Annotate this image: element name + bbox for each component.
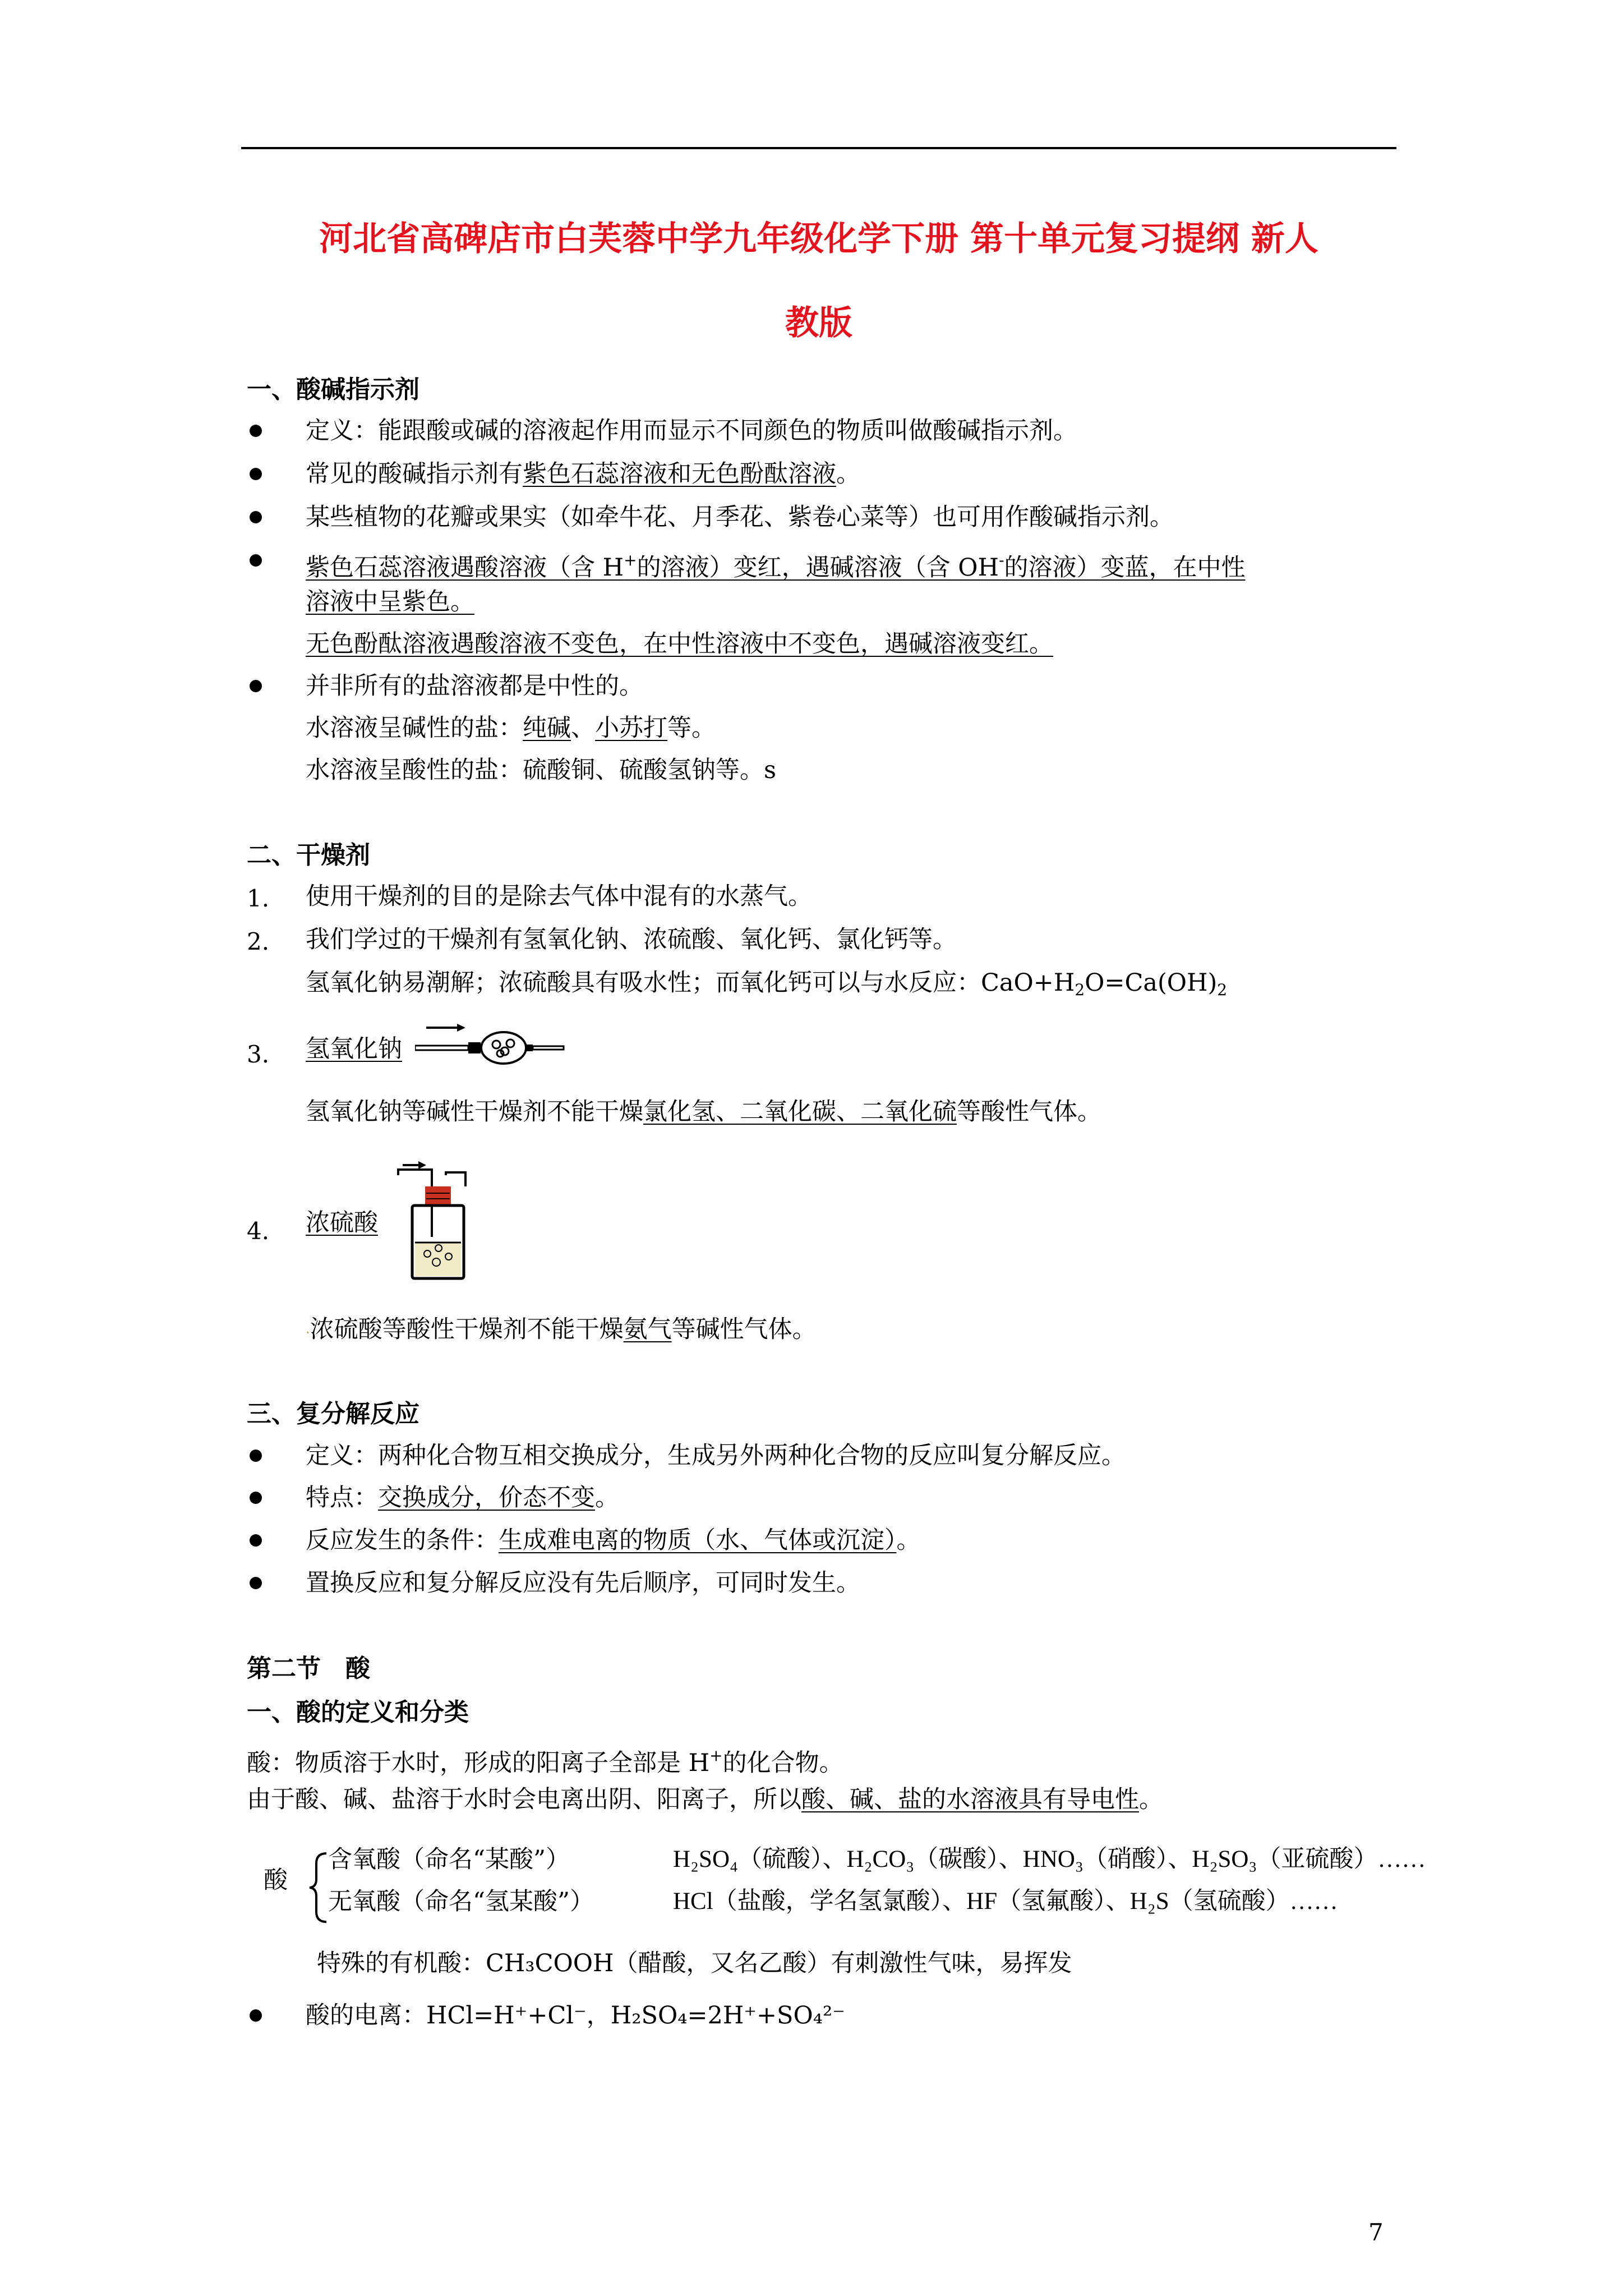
section-heading-desiccants: 二、干燥剂 — [247, 841, 370, 869]
salt-not-neutral: 并非所有的盐溶液都是中性的。 — [306, 672, 643, 700]
bullet-icon — [250, 554, 262, 567]
bullet-icon — [250, 1492, 262, 1504]
reaction-condition: 反应发生的条件：生成难电离的物质（水、气体或沉淀）。 — [306, 1526, 921, 1554]
common-indicators: 常见的酸碱指示剂有紫色石蕊溶液和无色酚酞溶液。 — [306, 460, 860, 488]
section-title-acids: 第二节 酸 — [247, 1654, 370, 1683]
bullet-icon — [250, 468, 262, 480]
section-heading-indicators: 一、酸碱指示剂 — [247, 375, 419, 404]
bullet-icon — [250, 1577, 262, 1589]
non-oxyacid-label: 无氧酸（命名“氢某酸”） — [328, 1888, 594, 1916]
non-oxyacid-list: HCl（盐酸，学名氢氯酸）、HF（氢氟酸）、H₂S（氢硫酸）…… — [673, 1888, 1338, 1915]
acidic-salts: 水溶液呈酸性的盐：硫酸铜、硫酸氢钠等。s — [306, 756, 777, 784]
oxyacid-label: 含氧酸（命名“某酸”） — [328, 1846, 570, 1874]
section-heading-double-displacement: 三、复分解反应 — [247, 1400, 419, 1428]
desiccant-list: 我们学过的干燥剂有氢氧化钠、浓硫酸、氧化钙、氯化钙等。 — [306, 926, 957, 954]
brace-icon — [307, 1851, 330, 1924]
double-displacement-definition: 定义：两种化合物互相交换成分，生成另外两种化合物的反应叫复分解反应。 — [306, 1442, 1126, 1470]
bullet-icon — [250, 1534, 262, 1547]
bullet-icon — [250, 680, 262, 692]
bullet-icon — [250, 1450, 262, 1462]
drying-tube-icon — [415, 1022, 566, 1068]
reaction-order-note: 置换反应和复分解反应没有先后顺序，可同时发生。 — [306, 1569, 860, 1597]
oxyacid-list: H₂SO₄（硫酸）、H₂CO₃（碳酸）、HNO₃（硝酸）、H₂SO₃（亚硫酸）…… — [673, 1846, 1426, 1872]
basic-salts: 水溶液呈碱性的盐：纯碱、小苏打等。 — [306, 714, 716, 742]
title-line-1: 河北省高碑店市白芙蓉中学九年级化学下册 第十单元复习提纲 新人 — [319, 219, 1318, 259]
page-number: 7 — [1368, 2219, 1384, 2246]
gas-washing-bottle-icon — [393, 1153, 477, 1287]
list-number: 4. — [247, 1217, 270, 1245]
h2so4-limitation: ·浓硫酸等酸性干燥剂不能干燥氨气等碱性气体。 — [306, 1315, 817, 1343]
section-heading-acid-definition: 一、酸的定义和分类 — [247, 1698, 469, 1727]
acid-label: 酸 — [264, 1866, 288, 1894]
indicator-definition: 定义：能跟酸或碱的溶液起作用而显示不同颜色的物质叫做酸碱指示剂。 — [306, 417, 1077, 445]
phenolphthalein-color: 无色酚酞溶液遇酸溶液不变色，在中性溶液中不变色，遇碱溶液变红。 — [306, 630, 1053, 658]
bullet-icon — [250, 425, 262, 437]
bullet-icon — [250, 511, 262, 523]
title-line-2: 教版 — [785, 303, 852, 343]
desiccant-properties: 氢氧化钠易潮解；浓硫酸具有吸水性；而氧化钙可以与水反应：$CaO+H_2O=Ca(OH)_2$ — [306, 969, 1228, 999]
organic-acid-note: 特殊的有机酸：CH₃COOH（醋酸，又名乙酸）有刺激性气味，易挥发 — [317, 1949, 1072, 1977]
list-number: 1. — [247, 885, 270, 912]
list-number: 3. — [247, 1041, 270, 1068]
desiccant-purpose: 使用干燥剂的目的是除去气体中混有的水蒸气。 — [306, 882, 812, 910]
dot-mark: · — [306, 1325, 310, 1341]
list-number: 2. — [247, 928, 270, 955]
naoh-limitation: 氢氧化钠等碱性干燥剂不能干燥氯化氢、二氧化碳、二氧化硫等酸性气体。 — [306, 1098, 1101, 1126]
naoh-label: 氢氧化钠 — [306, 1035, 402, 1063]
acid-definition: 酸：物质溶于水时，形成的阳离子全部是 H+的化合物。 — [247, 1746, 843, 1777]
acid-ionization: 酸的电离：HCl=H⁺+Cl⁻，H₂SO₄=2H⁺+SO₄²⁻ — [306, 2001, 845, 2030]
litmus-color-line-1: 紫色石蕊溶液遇酸溶液（含 H+的溶液）变红，遇碱溶液（含 OH-的溶液）变蓝，在中性 — [306, 551, 1246, 582]
litmus-color-line-2: 溶液中呈紫色。 — [306, 588, 474, 616]
plant-indicators: 某些植物的花瓣或果实（如牵牛花、月季花、紫卷心菜等）也可用作酸碱指示剂。 — [306, 503, 1174, 531]
bullet-icon — [250, 2009, 262, 2022]
conductivity-note: 由于酸、碱、盐溶于水时会电离出阴、阳离子，所以酸、碱、盐的水溶液具有导电性。 — [247, 1786, 1163, 1814]
double-displacement-feature: 特点：交换成分，价态不变。 — [306, 1484, 619, 1512]
header-rule — [241, 147, 1396, 149]
h2so4-label: 浓硫酸 — [306, 1209, 378, 1237]
